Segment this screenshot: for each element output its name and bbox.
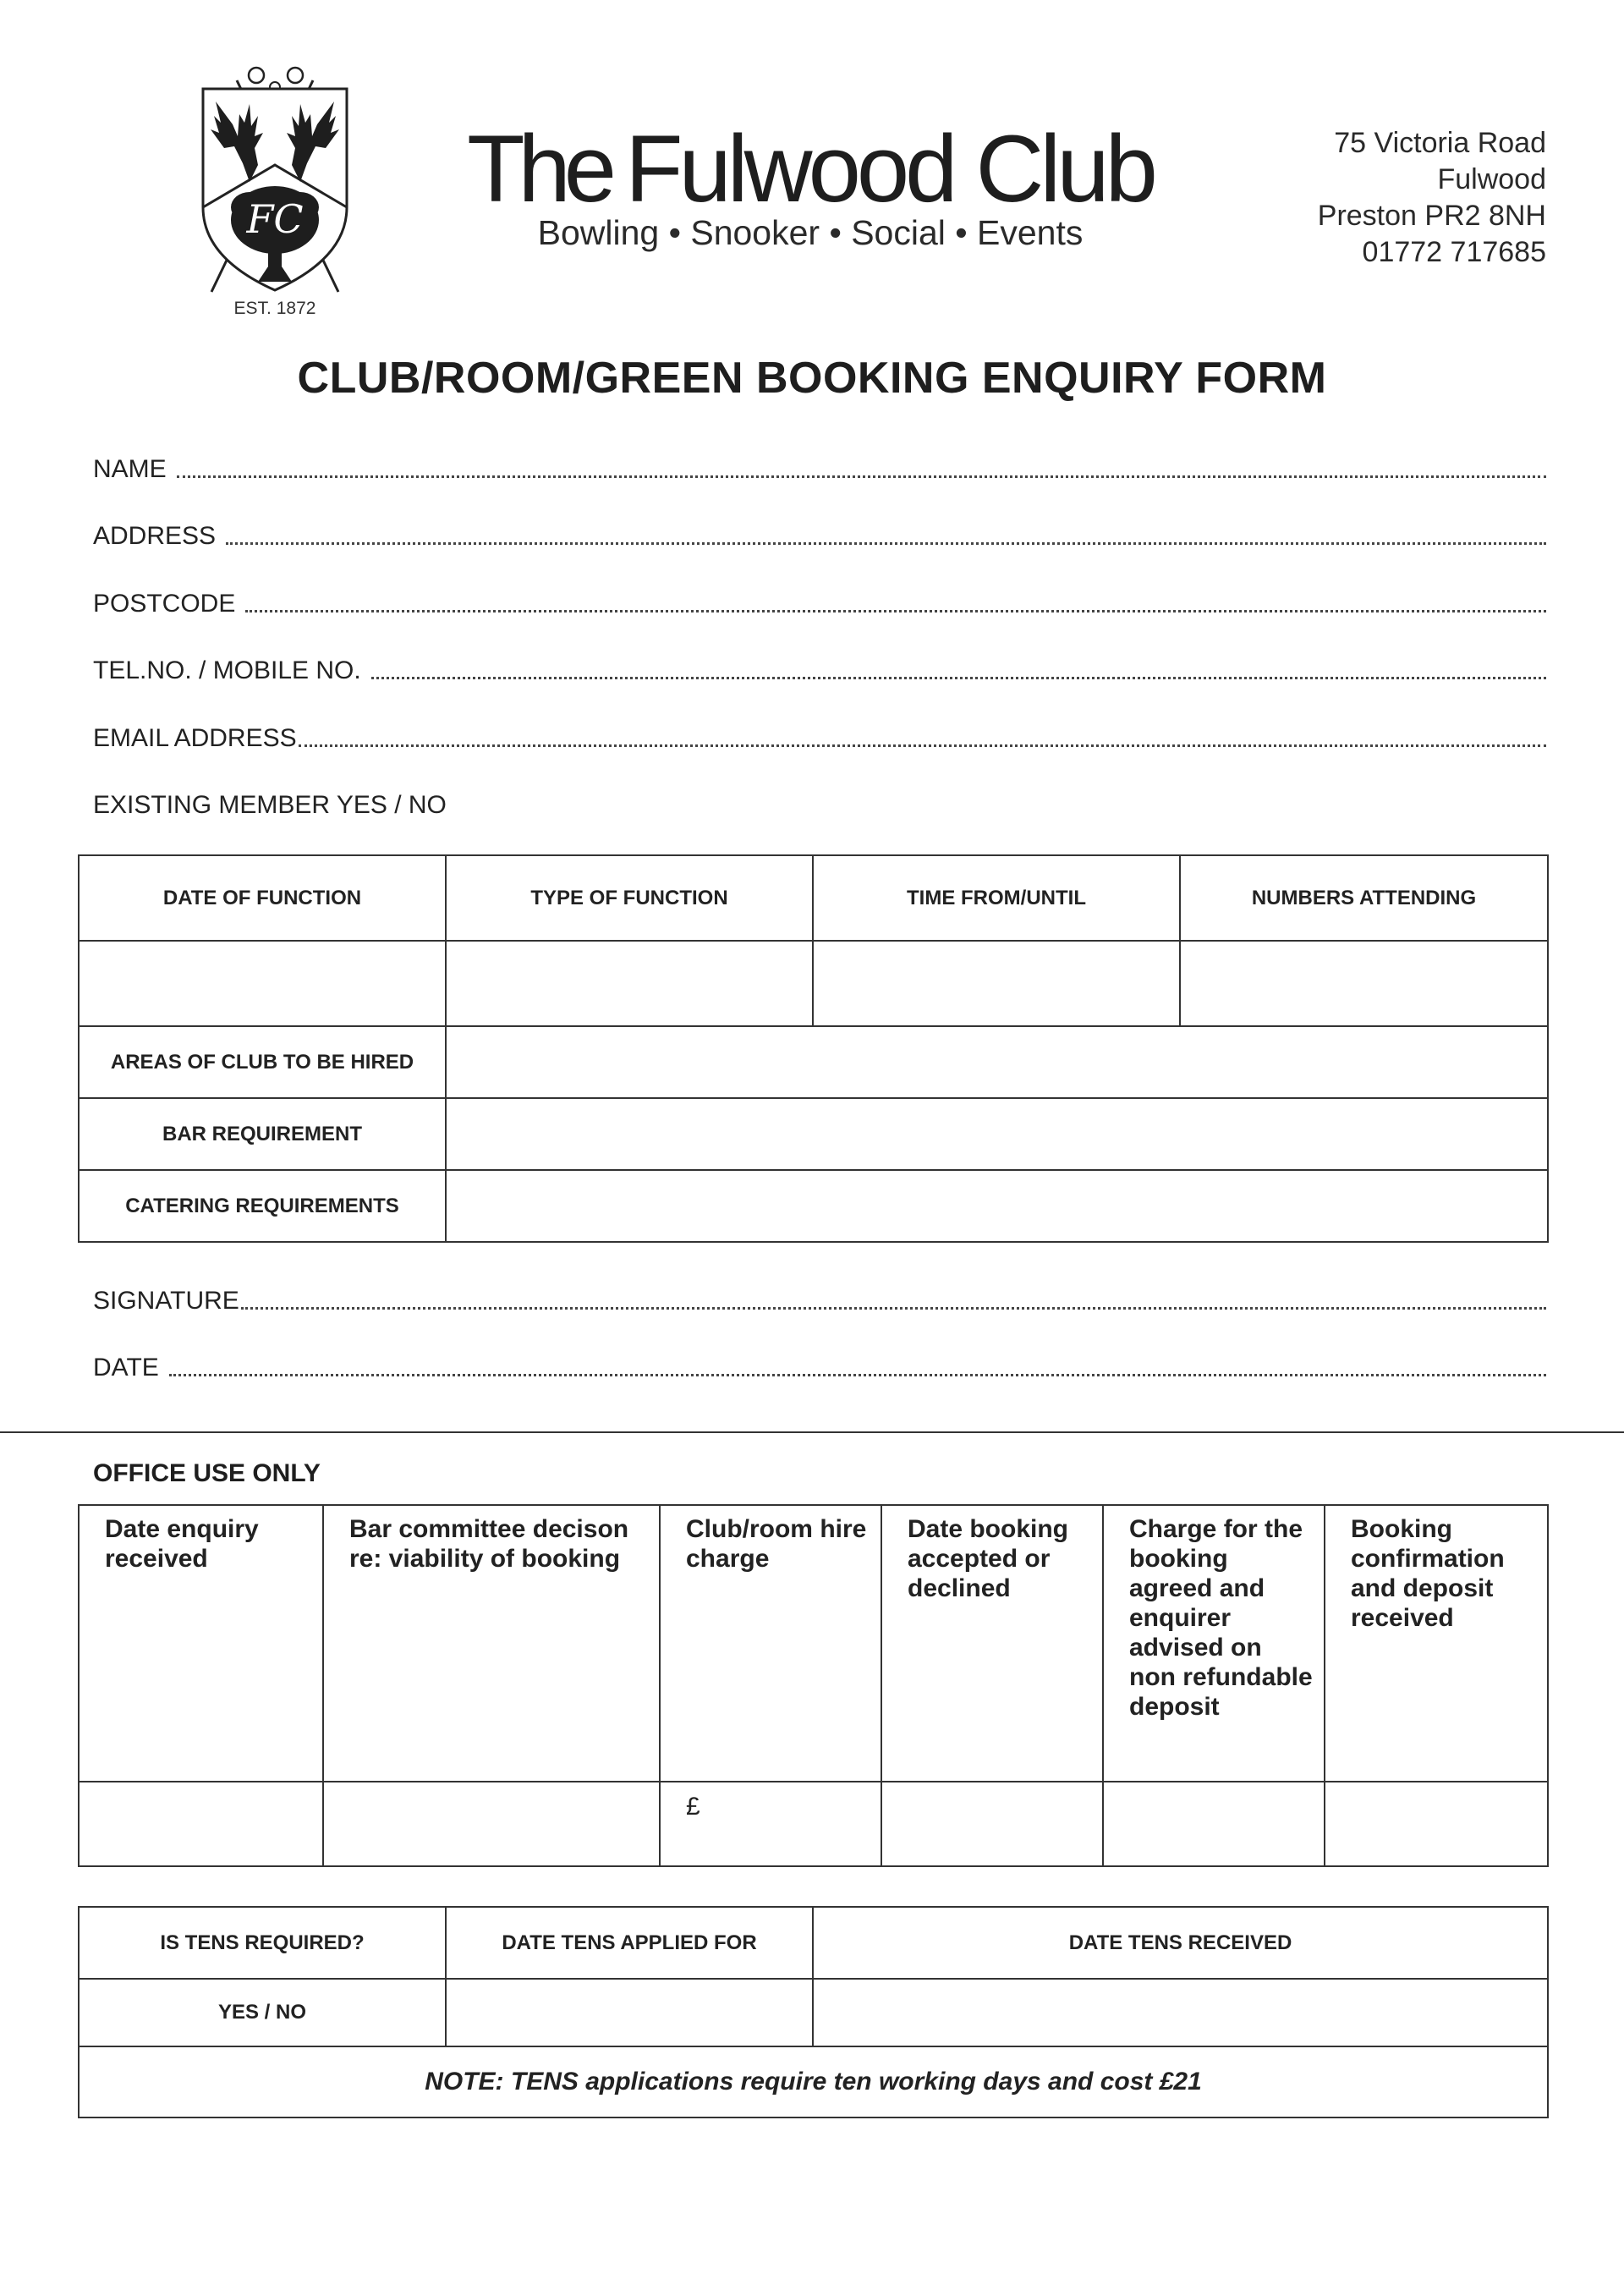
header-date-of-function: DATE OF FUNCTION xyxy=(79,855,446,941)
type-of-function-cell[interactable] xyxy=(446,941,813,1026)
section-divider xyxy=(0,1431,1624,1433)
header-bar-committee-decision: Bar committee decison re: viability of booking xyxy=(323,1505,660,1782)
date-tens-applied-cell[interactable] xyxy=(446,1979,813,2046)
club-name xyxy=(467,114,1154,224)
header-date-tens-received: DATE TENS RECEIVED xyxy=(813,1907,1548,1979)
numbers-attending-cell[interactable] xyxy=(1180,941,1548,1026)
name-label: NAME xyxy=(93,455,167,483)
address-label: ADDRESS xyxy=(93,522,217,550)
office-use-table xyxy=(78,1504,1549,1867)
signature-field[interactable] xyxy=(93,1284,1546,1318)
club-crest-logo xyxy=(190,63,359,334)
date-enquiry-received-cell[interactable] xyxy=(79,1782,323,1866)
address-field[interactable] xyxy=(93,519,1546,553)
tel-input-line[interactable] xyxy=(371,677,1546,679)
date-field[interactable] xyxy=(93,1351,1546,1385)
header-time-from-until: TIME FROM/UNTIL xyxy=(813,855,1180,941)
header-numbers-attending: NUMBERS ATTENDING xyxy=(1180,855,1548,941)
crest-icon xyxy=(190,63,359,300)
date-of-function-cell[interactable] xyxy=(79,941,446,1026)
address-line: Preston PR2 8NH xyxy=(1317,200,1546,232)
established-year: EST. 1872 xyxy=(233,299,316,318)
date-booking-accepted-cell[interactable] xyxy=(881,1782,1103,1866)
function-details-table xyxy=(78,854,1549,1243)
areas-of-club-cell[interactable] xyxy=(446,1026,1548,1098)
catering-requirements-cell[interactable] xyxy=(446,1170,1548,1242)
charge-agreed-cell[interactable] xyxy=(1103,1782,1325,1866)
existing-member-label: EXISTING MEMBER YES / NO xyxy=(93,791,447,819)
address-input-line[interactable] xyxy=(226,542,1546,545)
date-tens-received-cell[interactable] xyxy=(813,1979,1548,2046)
header-hire-charge: Club/room hire charge xyxy=(660,1505,881,1782)
club-name-fulwood: Fulwood Club xyxy=(625,116,1154,222)
tel-label: TEL.NO. / MOBILE NO. xyxy=(93,656,361,684)
header-type-of-function: TYPE OF FUNCTION xyxy=(446,855,813,941)
bar-committee-decision-cell[interactable] xyxy=(323,1782,660,1866)
form-title: CLUB/ROOM/GREEN BOOKING ENQUIRY FORM xyxy=(297,354,1327,403)
date-input-line[interactable] xyxy=(169,1374,1546,1376)
tens-table xyxy=(78,1906,1549,2118)
address-line: Fulwood xyxy=(1437,163,1546,195)
header-date-booking-accepted: Date booking accepted or declined xyxy=(881,1505,1103,1782)
header-booking-confirmation: Booking confirmation and deposit received xyxy=(1325,1505,1548,1782)
date-label: DATE xyxy=(93,1354,159,1381)
header-date-enquiry-received: Date enquiry received xyxy=(79,1505,323,1782)
bar-requirement-label: BAR REQUIREMENT xyxy=(79,1098,446,1170)
postcode-input-line[interactable] xyxy=(245,610,1546,612)
postcode-label: POSTCODE xyxy=(93,590,236,618)
tens-note: NOTE: TENS applications require ten working days and cost £21 xyxy=(79,2046,1548,2117)
tens-yes-no[interactable]: YES / NO xyxy=(79,1979,446,2046)
hire-charge-cell[interactable] xyxy=(660,1782,881,1866)
bar-requirement-cell[interactable] xyxy=(446,1098,1548,1170)
header-charge-agreed: Charge for the booking agreed and enquirer advised on non refundable deposit xyxy=(1103,1505,1325,1782)
name-field[interactable] xyxy=(93,453,1546,486)
office-use-title: OFFICE USE ONLY xyxy=(93,1459,321,1487)
time-from-until-cell[interactable] xyxy=(813,941,1180,1026)
signature-label: SIGNATURE xyxy=(93,1287,239,1315)
areas-of-club-label: AREAS OF CLUB TO BE HIRED xyxy=(79,1026,446,1098)
club-address xyxy=(1318,125,1546,271)
email-input-line[interactable] xyxy=(299,744,1546,747)
pound-sign: £ xyxy=(686,1793,700,1821)
header-is-tens-required: IS TENS REQUIRED? xyxy=(79,1907,446,1979)
club-tagline: Bowling • Snooker • Social • Events xyxy=(537,213,1084,252)
booking-confirmation-cell[interactable] xyxy=(1325,1782,1548,1866)
club-name-the: The xyxy=(467,116,611,222)
catering-requirements-label: CATERING REQUIREMENTS xyxy=(79,1170,446,1242)
tel-field[interactable] xyxy=(93,654,1546,688)
email-label: EMAIL ADDRESS xyxy=(93,724,297,752)
svg-text:FC: FC xyxy=(246,196,304,242)
signature-input-line[interactable] xyxy=(241,1307,1546,1310)
address-line: 75 Victoria Road xyxy=(1334,127,1546,159)
phone-number: 01772 717685 xyxy=(1362,236,1546,268)
postcode-field[interactable] xyxy=(93,587,1546,621)
name-input-line[interactable] xyxy=(177,475,1546,478)
header-date-tens-applied: DATE TENS APPLIED FOR xyxy=(446,1907,813,1979)
email-field[interactable] xyxy=(93,722,1546,755)
